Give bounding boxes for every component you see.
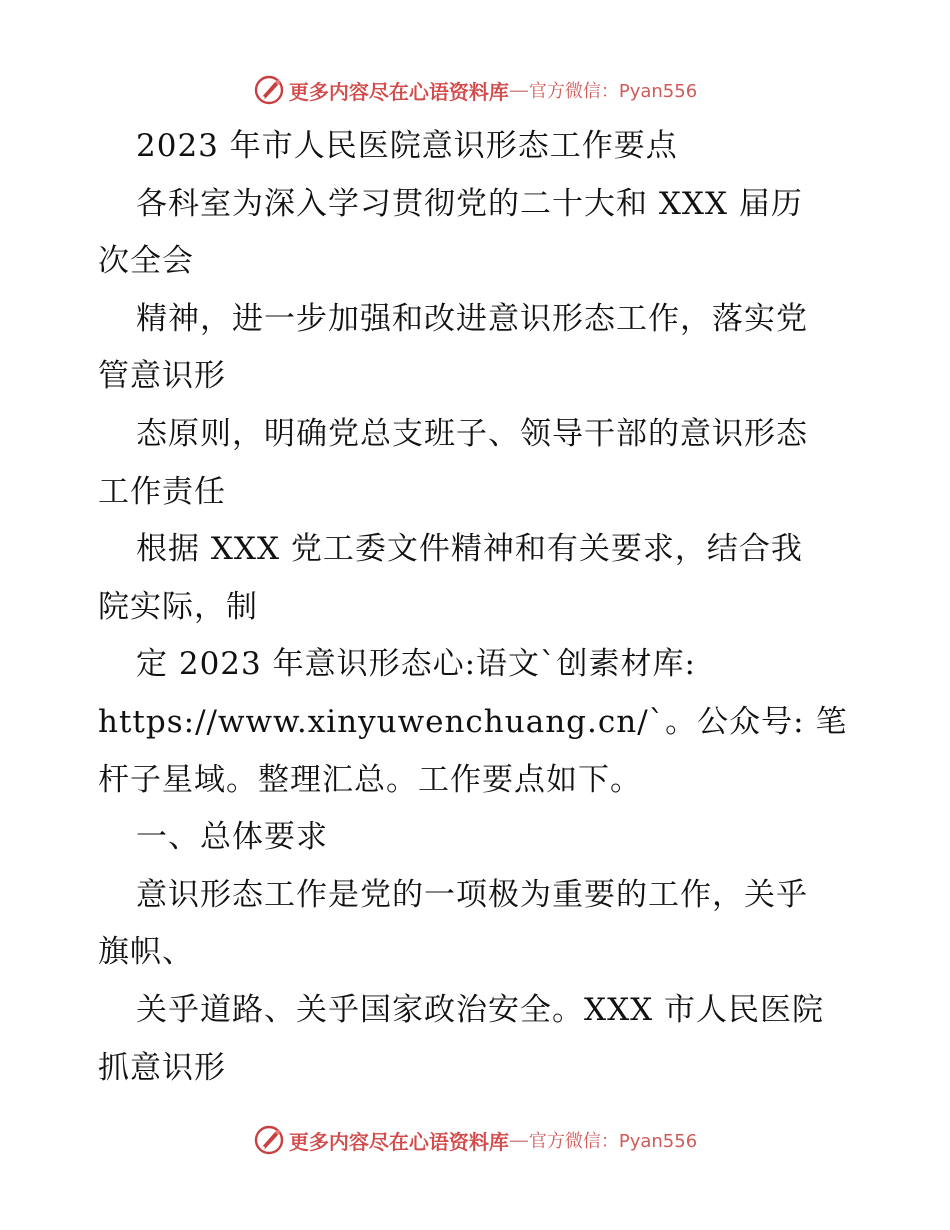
text-line: 旗帜、 (98, 934, 194, 971)
text-line: 次全会 (98, 243, 194, 280)
text-line: 意识形态工作是党的一项极为重要的工作，关乎 (136, 876, 808, 913)
text-line: 精神，进一步加强和改进意识形态工作，落实党 (136, 300, 808, 337)
text-line: 根据 XXX 党工委文件精神和有关要求，结合我 (136, 531, 803, 568)
text-line: 各科室为深入学习贯彻党的二十大和 XXX 届历 (136, 185, 803, 222)
text-line: 关乎道路、关乎国家政治安全。XXX 市人民医院 (136, 991, 825, 1028)
quill-circle-logo-icon (253, 74, 285, 106)
footer-watermark-banner (0, 1120, 950, 1160)
banner-wechat-text: 官方微信：Pyan556 (528, 81, 698, 102)
quill-circle-logo-icon (253, 1124, 285, 1156)
banner-wechat-text: 官方微信：Pyan556 (528, 1131, 698, 1152)
banner-main-text: 更多内容尽在心语资料库 (288, 79, 509, 104)
header-watermark-banner (0, 70, 950, 110)
text-line: 态原则，明确党总支班子、领导干部的意识形态 (136, 415, 808, 452)
banner-separator: — (508, 1128, 529, 1152)
text-line: 杆子星域。整理汇总。工作要点如下。 (98, 761, 642, 798)
text-line: 工作责任 (98, 473, 226, 510)
document-title: 2023 年市人民医院意识形态工作要点 (136, 128, 678, 164)
text-line: 一、总体要求 (136, 819, 328, 856)
document-body (98, 118, 858, 1097)
text-line: 定 2023 年意识形态心:语文`创素材库: (136, 646, 696, 683)
text-line: 抓意识形 (98, 1049, 226, 1086)
text-line: 管意识形 (98, 358, 226, 395)
text-line: https://www.xinyuwenchuang.cn/`。公众号: 笔 (98, 703, 848, 740)
banner-main-text: 更多内容尽在心语资料库 (288, 1129, 509, 1154)
banner-separator: — (508, 78, 529, 102)
text-line: 院实际，制 (98, 588, 258, 625)
